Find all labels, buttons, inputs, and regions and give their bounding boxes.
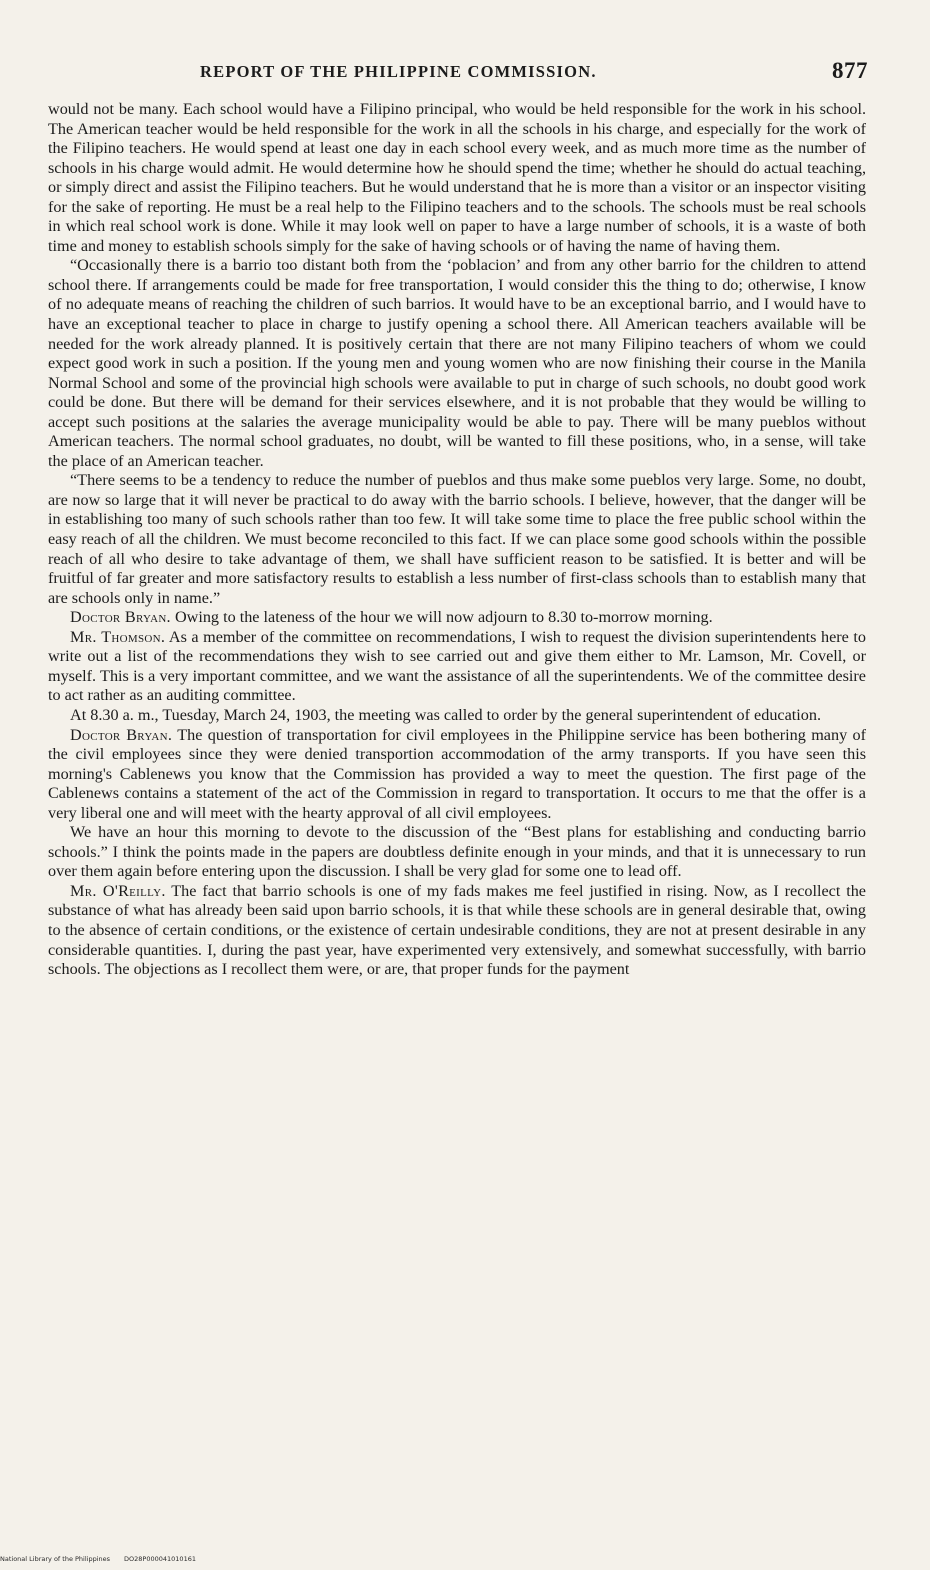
- scan-footer: [0, 1555, 210, 1563]
- paragraph-text: “There seems to be a tendency to reduce the number of pueblos and thus make some pueblos very large. Some, no doubt, are now so large that it will never be practical to do away with the barrio schools. I believe, however, that the danger will be in establishing too many of such schools rather than too few. It will take some time to place the free public school within the easy reach of all the children. We must become reconciled to this fact. If we can place some good schools within the possible reach of all who desire to take advantage of them, we shall have sufficient reason to be satisfied. It is better and will be fruitful of far greater and more satisfactory results to establish a less number of first-class schools than to establish many that are schools only in name.”: [48, 471, 866, 607]
- paragraph: [48, 726, 866, 824]
- library-credit: National Library of the Philippines: [0, 1555, 111, 1563]
- paragraph: [48, 882, 866, 980]
- paragraph-text: “Occasionally there is a barrio too distant both from the ‘poblacion’ and from any other barrio for the children to attend school there. If arrangements could be made for free transportation, I would consider this the thing to do; otherwise, I know of no adequate means of reaching the children of such barrios. It would have to be an exceptional barrio, and I would have to have an exceptional teacher to place in charge to justify opening a school there. All American teachers available will be needed for the work already planned. It is positively certain that there are not many Filipino teachers of whom we could expect good work in such a position. If the young men and young women who are now finishing their course in the Manila Normal School and some of the provincial high schools were available to put in charge of such schools, no doubt good work could be done. But there will be demand for their services elsewhere, and it is not probable that they would be willing to accept such positions at the salaries the average municipality would be able to pay. There will be many pueblos without American teachers. The normal school graduates, no doubt, will be wanted to fill these positions, who, in a sense, will take the place of an American teacher.: [48, 256, 866, 470]
- speaker-name: Doctor Bryan.: [70, 608, 171, 627]
- paragraph-text: would not be many. Each school would have a Filipino principal, who would be held responsible for the work in his school. The American teacher would be held responsible for the work in all the schools in his charge, and especially for the work of the Filipino teachers. He would spend at least one day in each school every week, and as much more time as the number of schools in his charge would admit. He would determine how he should spend the time; whether he should do actual teaching, or simply direct and assist the Filipino teachers. But he would understand that he is more than a visitor or an inspector visiting for the sake of reporting. He must be a real help to the Filipino teachers and to the schools. The schools must be real schools in which real school work is done. While it may look well on paper to have a large number of schools, it is a waste of both time and money to establish schools simply for the sake of having schools or of having the name of having them.: [48, 100, 866, 255]
- paragraph-text: The question of transportation for civil employees in the Philippine service has been bothering many of the civil employees since they were denied transportion accommodation of the army transports. If you have seen this morning's Cablenews you know that the Commission has provided a way to meet the question. The first page of the Cablenews contains a statement of the act of the Commission in regard to transportation. It occurs to me that the offer is a very liberal one and will meet with the hearty approval of all civil employees.: [48, 725, 866, 822]
- body-text: [48, 100, 866, 1492]
- paragraph: [48, 471, 866, 608]
- paragraph-text: As a member of the committee on recommendations, I wish to request the division superintendents here to write out a list of the recommendations they wish to see carried out and give them either to Mr. Lamson, Mr. Covell, or myself. This is a very important committee, and we want the assistance of all the superintendents. We of the committee desire to act rather as an auditing committee.: [48, 627, 866, 705]
- paragraph: [48, 706, 866, 726]
- paragraph: [48, 256, 866, 471]
- page-number: 877: [832, 58, 868, 83]
- running-title: REPORT OF THE PHILIPPINE COMMISSION.: [200, 62, 597, 81]
- page-header: [48, 58, 868, 92]
- paragraph: [48, 100, 866, 256]
- paragraph-text: At 8.30 a. m., Tuesday, March 24, 1903, the meeting was called to order by the general superintendent of education.: [70, 705, 822, 724]
- paragraph: [48, 823, 866, 882]
- speaker-name: Mr. Thomson.: [70, 627, 166, 646]
- scan-reference: DO28P000041010161: [124, 1555, 196, 1563]
- paragraph-text: The fact that barrio schools is one of my fads makes me feel justified in rising. Now, as I recollect the substance of what has already been said upon barrio schools, it is that while these schools are in general desirable that, owing to the absence of certain conditions, or the existence of certain undesirable conditions, they are not at present desirable in any considerable quantities. I, during the past year, have experimented very extensively, and somewhat successfully, with barrio schools. The objections as I recollect them were, or are, that proper funds for the payment: [48, 881, 866, 979]
- speaker-name: Doctor Bryan.: [70, 725, 173, 744]
- paragraph: [48, 628, 866, 706]
- speaker-name: Mr. O'Reilly.: [70, 881, 166, 900]
- paragraph-text: Owing to the lateness of the hour we will now adjourn to 8.30 to-morrow morning.: [170, 608, 713, 627]
- paragraph: [48, 608, 866, 628]
- paragraph-text: We have an hour this morning to devote to the discussion of the “Best plans for establishing and conducting barrio schools.” I think the points made in the papers are doubtless definite enough in your minds, and that it is unnecessary to run over them again before entering upon the discussion. I shall be very glad for some one to lead off.: [48, 823, 866, 881]
